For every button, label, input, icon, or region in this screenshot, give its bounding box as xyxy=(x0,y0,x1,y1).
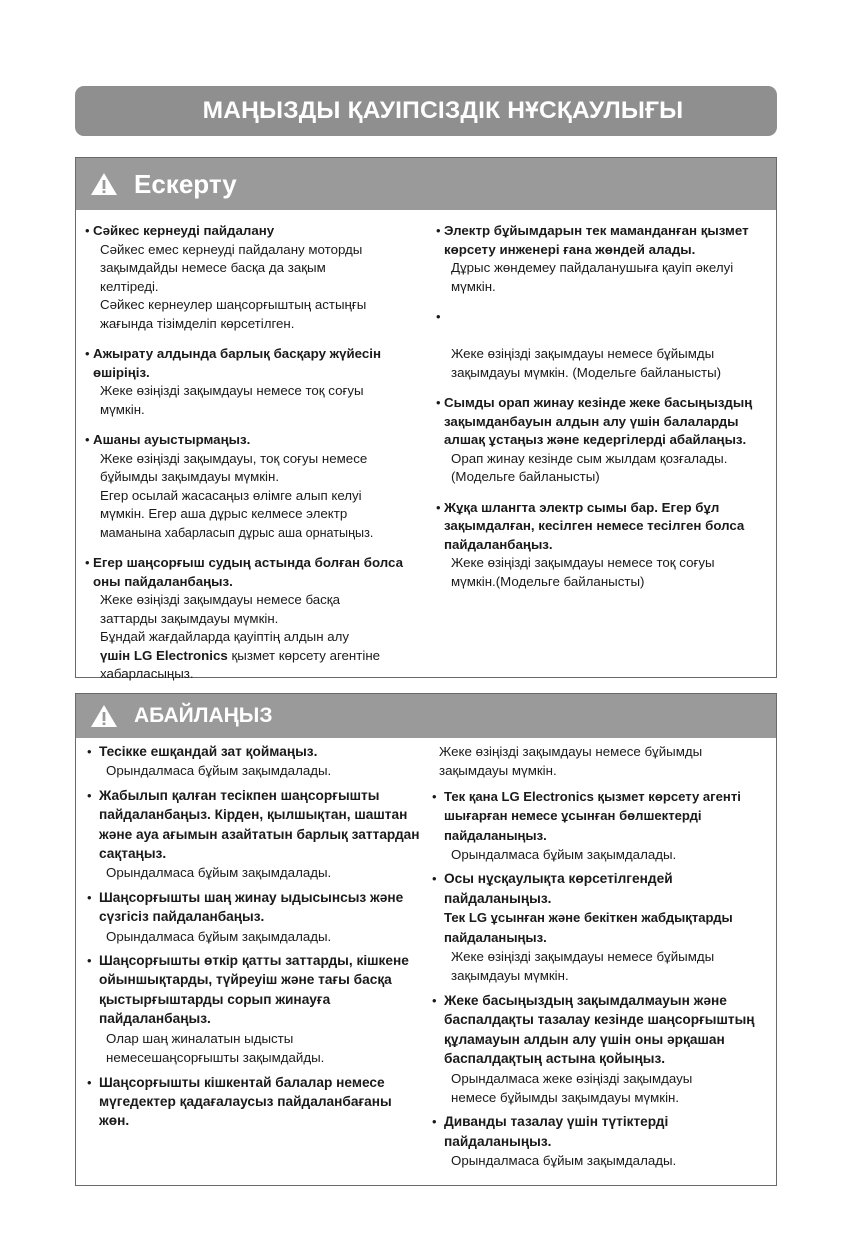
bullet: • xyxy=(85,432,90,447)
item-heading: Сәйкес кернеуді пайдалану xyxy=(93,223,275,238)
caution-right-column xyxy=(432,742,776,1176)
bullet: • xyxy=(432,992,437,1008)
caution-item xyxy=(87,1073,422,1131)
item-text: заттарды зақымдауы мүмкін. xyxy=(100,610,279,626)
bullet: • xyxy=(87,953,92,969)
item-text: Орындалмаса бұйым зақымдалады. xyxy=(106,865,332,881)
item-text: Орындалмаса бұйым зақымдалады. xyxy=(451,847,677,863)
item-heading: Шаңсорғышты өткір қатты заттарды, кішкене ойыншықтарды, түйреуіш және тағы басқа қыстырғыштарды сорып жинауға пайдаланбаңыз. xyxy=(99,953,409,1027)
item-text: Орындалмаса бұйым зақымдалады. xyxy=(106,928,332,944)
warning-heading: Ескерту xyxy=(134,168,237,199)
caution-header xyxy=(76,694,776,738)
item-text: келтіреді. xyxy=(100,278,159,294)
caution-item xyxy=(432,787,776,865)
warning-item xyxy=(436,499,776,592)
bullet: • xyxy=(85,346,90,361)
bullet: • xyxy=(436,309,441,324)
warning-right-column xyxy=(436,222,776,603)
item-heading: Диванды тазалау үшін түтіктерді пайдаланыңыз. xyxy=(444,1114,669,1149)
item-text: Жеке өзіңізді зақымдауы немесе басқа xyxy=(100,592,341,607)
warning-left-column xyxy=(85,222,425,696)
item-heading: Жеке басыңыздың зақымдалмауын және баспалдақты тазалау кезінде шаңсорғыштың құламауын алдын алу үшін оны әрқашан баспалдақтың астына қойыңыз. xyxy=(444,992,755,1067)
item-text: Орап жинау кезінде сым жылдам қозғалады. xyxy=(451,450,728,466)
item-text: Орындалмаса жеке өзіңізді зақымдауы xyxy=(451,1070,693,1086)
item-text: Жеке өзіңізді зақымдауы немесе тоқ соғуы xyxy=(451,555,715,570)
item-text: Егер осылай жасасаңыз өлімге алып келуі xyxy=(100,487,362,503)
item-text: Жеке өзіңізді зақымдауы немесе бұйымды xyxy=(451,346,715,361)
item-text: Орындалмаса бұйым зақымдалады. xyxy=(451,1153,677,1169)
item-text: зақымдауы мүмкін. xyxy=(439,763,557,779)
item-text: бұйымды зақымдауы мүмкін. xyxy=(100,469,280,484)
item-text: зақымдауы мүмкін. (Модельге байланысты) xyxy=(451,364,722,380)
bullet: • xyxy=(432,1114,437,1130)
item-text: Бұндай жағдайларда қауіптің алдын алу xyxy=(100,629,350,644)
page-title: МАҢЫЗДЫ ҚАУІПСІЗДІК НҰСҚАУЛЫҒЫ xyxy=(75,86,777,136)
bullet: • xyxy=(436,395,441,410)
bullet: • xyxy=(436,223,441,238)
item-text: немесешаңсорғышты зақымдайды. xyxy=(106,1050,325,1066)
item-text: хабарласыңыз. xyxy=(100,666,194,681)
bullet: • xyxy=(87,1074,92,1090)
item-text: Жеке өзіңізді зақымдауы немесе бұйымды xyxy=(451,949,715,965)
item-text: (Модельге байланысты) xyxy=(451,469,600,484)
caution-item xyxy=(87,742,422,781)
item-heading: Жабылып қалған тесікпен шаңсорғышты пайдаланбаңыз. Кірден, қылшықтан, шаштан және ауа ағымын азайтатын барлық заттардан сақтаңыз. xyxy=(99,787,420,862)
item-text: Жеке өзіңізді зақымдауы немесе тоқ соғуы xyxy=(100,383,364,398)
warning-header xyxy=(76,158,776,210)
bullet: • xyxy=(87,744,92,759)
caution-heading: АБАЙЛАҢЫЗ xyxy=(134,704,273,727)
item-text: Жеке өзіңізді зақымдауы, тоқ соғуы немесе xyxy=(100,450,368,466)
bullet: • xyxy=(87,889,92,905)
caution-left-column xyxy=(87,742,422,1136)
item-text: мүмкін.(Модельге байланысты) xyxy=(451,573,645,589)
caution-item xyxy=(432,991,776,1107)
item-heading: Ажырату алдында барлық басқару жүйесін өшіріңіз. xyxy=(93,346,382,380)
item-heading: Осы нұсқаулықта көрсетілгендей пайдаланыңыз. xyxy=(444,871,673,906)
item-heading: Жұқа шлангта электр сымы бар. Егер бұл зақымдалған, кесілген немесе тесілген болса пайдаланбаңыз. xyxy=(444,499,745,552)
bullet: • xyxy=(85,555,90,570)
item-text-rest: қызмет көрсету агентіне xyxy=(227,647,381,663)
bullet: • xyxy=(87,787,92,803)
warning-item xyxy=(436,308,776,382)
item-heading: Ашаны ауыстырмаңыз. xyxy=(93,432,251,447)
warning-item xyxy=(85,554,425,684)
item-text xyxy=(93,647,425,666)
warning-item xyxy=(85,345,425,419)
item-heading: Электр бұйымдарын тек маманданған қызмет көрсету инженері ғана жөндей алады. xyxy=(444,223,749,257)
caution-item xyxy=(432,1112,776,1170)
warning-triangle-icon xyxy=(90,704,118,728)
item-text: Сәйкес кернеулер шаңсорғыштың астыңғы xyxy=(100,297,367,312)
caution-panel xyxy=(75,693,777,1186)
item-heading xyxy=(444,308,776,327)
item-heading: Тек LG ұсынған және бекіткен жабдықтарды пайдаланыңыз. xyxy=(444,910,733,945)
item-heading: Шаңсорғышты кішкентай балалар немесе мүгедектер қадағалаусыз пайдаланбағаны жөн. xyxy=(99,1074,392,1129)
item-heading: Егер шаңсорғыш судың астында болған болса оны пайдаланбаңыз. xyxy=(93,555,403,589)
warning-item xyxy=(85,222,425,333)
item-text: Дұрыс жөндемеу пайдаланушыға қауіп әкелуі xyxy=(451,260,734,275)
item-text: Орындалмаса бұйым зақымдалады. xyxy=(106,763,332,779)
bullet: • xyxy=(85,223,90,238)
caution-item xyxy=(87,786,422,883)
item-heading: Сымды орап жинау кезінде жеке басыңыздың зақымданбауын алдын алу үшін балаларды алшақ ұстаңыз және кедергілерді абайлаңыз. xyxy=(444,395,753,447)
item-text: мүмкін. Егер аша дұрыс келмесе электр xyxy=(100,506,348,521)
item-text xyxy=(444,327,776,346)
item-heading: Шаңсорғышты шаң жинау ыдысынсыз және сүзгісіз пайдаланбаңыз. xyxy=(99,889,404,925)
warning-item xyxy=(436,394,776,487)
item-text: мүмкін. xyxy=(100,401,145,417)
item-text: Олар шаң жиналатын ыдысты xyxy=(106,1030,294,1046)
item-text: маманына хабарласып дұрыс аша орнатыңыз. xyxy=(100,525,374,540)
item-text: Жеке өзіңізді зақымдауы немесе бұйымды xyxy=(439,744,703,759)
item-text: Сәйкес емес кернеуді пайдалану моторды xyxy=(100,241,363,257)
warning-triangle-icon xyxy=(90,172,118,196)
caution-continued-text xyxy=(432,742,776,781)
bullet: • xyxy=(432,788,437,804)
item-text: зақымдауы мүмкін. xyxy=(451,968,569,984)
lg-electronics-text: үшін LG Electronics xyxy=(100,647,228,663)
item-text: мүмкін. xyxy=(451,278,496,294)
warning-item xyxy=(85,431,425,542)
caution-item xyxy=(87,951,422,1067)
item-heading: Тесікке ешқандай зат қоймаңыз. xyxy=(99,744,318,759)
warning-item xyxy=(436,222,776,296)
item-text: немесе бұйымды зақымдауы мүмкін. xyxy=(451,1089,680,1105)
caution-item xyxy=(432,869,776,985)
item-heading: Тек қана LG Electronics қызмет көрсету агенті шығарған немесе ұсынған бөлшектерді пайдаланыңыз. xyxy=(444,788,741,843)
bullet: • xyxy=(436,499,441,515)
bullet: • xyxy=(432,871,437,887)
item-text: зақымдайды немесе басқа да зақым xyxy=(100,260,326,275)
item-text: жағында тізімделіп көрсетілген. xyxy=(100,315,295,331)
caution-item xyxy=(87,888,422,946)
warning-panel xyxy=(75,157,777,681)
